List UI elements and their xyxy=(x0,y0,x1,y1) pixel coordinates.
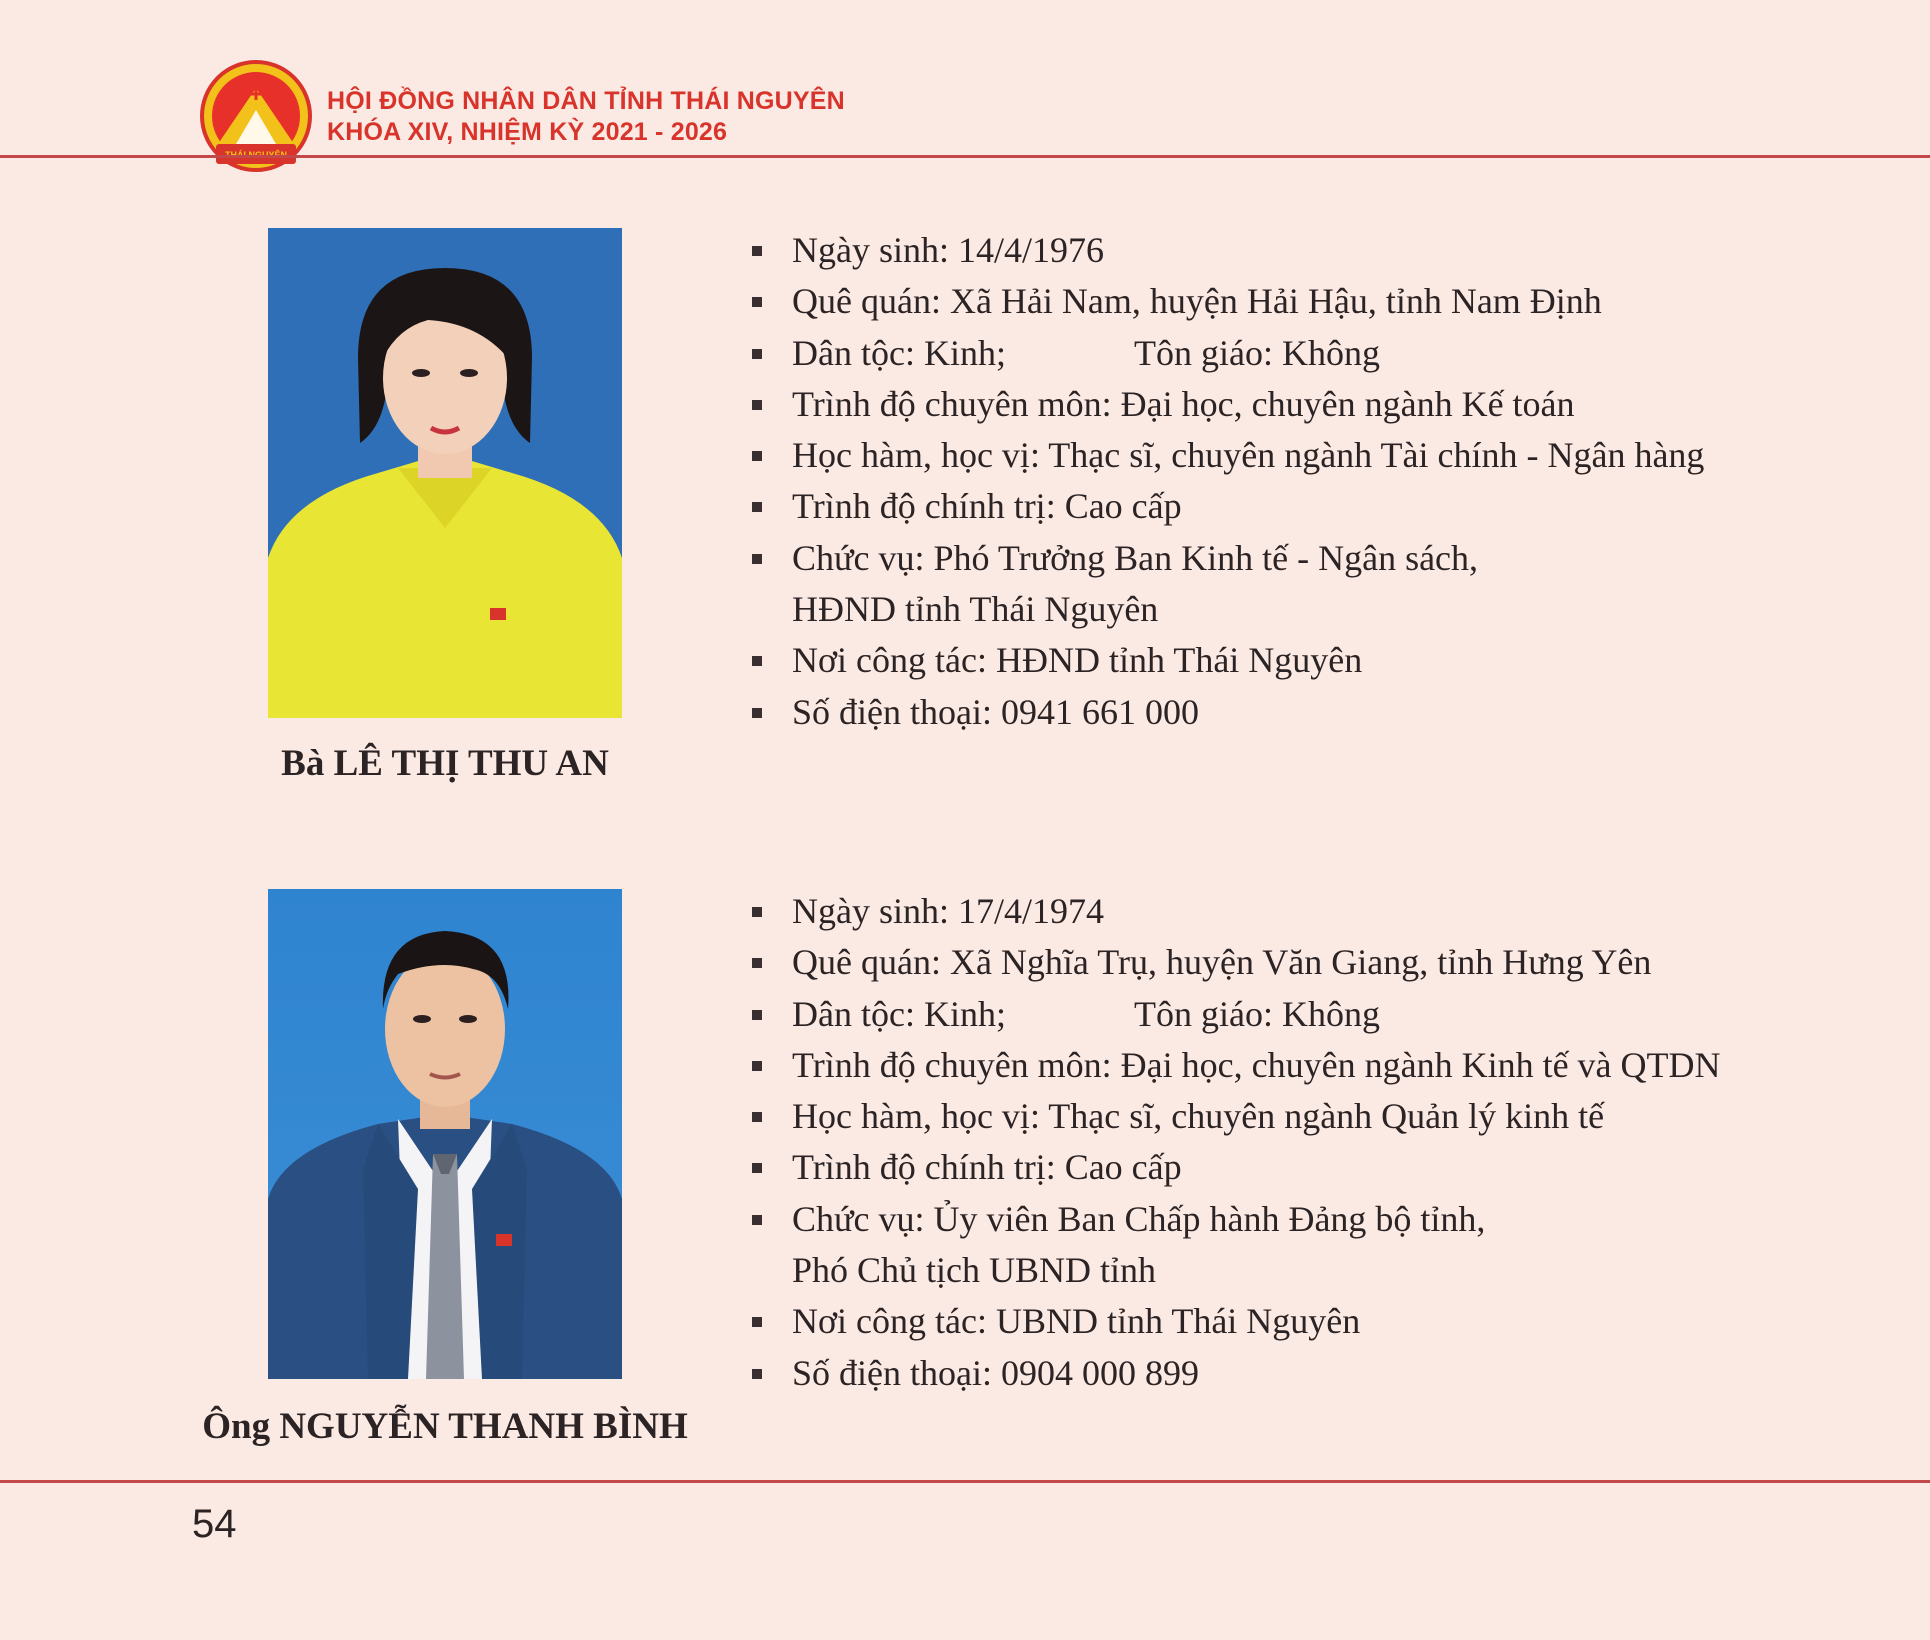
detail-religion: Tôn giáo: Không xyxy=(1133,332,1380,373)
portrait-photo-1 xyxy=(268,228,622,718)
detail-ethnicity: Dân tộc: Kinh; xyxy=(792,993,1006,1034)
bullet-icon xyxy=(752,1010,762,1020)
header-title xyxy=(327,86,845,148)
detail-phone: Số điện thoại: 0904 000 899 xyxy=(752,1348,1721,1399)
detail-dob: Ngày sinh: 17/4/1974 xyxy=(752,886,1721,937)
bullet-icon xyxy=(752,708,762,718)
detail-degree: Học hàm, học vị: Thạc sĩ, chuyên ngành Quản lý kinh tế xyxy=(752,1091,1721,1142)
thai-nguyen-emblem-logo xyxy=(196,58,316,178)
detail-hometown: Quê quán: Xã Nghĩa Trụ, huyện Văn Giang, tỉnh Hưng Yên xyxy=(752,937,1721,988)
bullet-icon xyxy=(752,349,762,359)
bullet-icon xyxy=(752,246,762,256)
detail-workplace: Nơi công tác: UBND tỉnh Thái Nguyên xyxy=(752,1296,1721,1347)
detail-phone: Số điện thoại: 0941 661 000 xyxy=(752,687,1704,738)
detail-workplace: Nơi công tác: HĐND tỉnh Thái Nguyên xyxy=(752,635,1704,686)
detail-education: Trình độ chuyên môn: Đại học, chuyên ngành Kinh tế và QTDN xyxy=(752,1040,1721,1091)
bullet-icon xyxy=(752,1215,762,1225)
bullet-icon xyxy=(752,1317,762,1327)
header-rule xyxy=(0,155,1930,158)
council-name: HỘI ĐỒNG NHÂN DÂN TỈNH THÁI NGUYÊN xyxy=(327,87,845,115)
bullet-icon xyxy=(752,451,762,461)
detail-ethnicity: Dân tộc: Kinh; xyxy=(792,332,1006,373)
bullet-icon xyxy=(752,502,762,512)
detail-position-continued: HĐND tỉnh Thái Nguyên xyxy=(792,589,1159,630)
detail-position: Chức vụ: Phó Trưởng Ban Kinh tế - Ngân sách, xyxy=(752,533,1704,584)
page-number: 54 xyxy=(192,1502,237,1546)
detail-politics: Trình độ chính trị: Cao cấp xyxy=(752,1142,1721,1193)
detail-hometown: Quê quán: Xã Hải Nam, huyện Hải Hậu, tỉnh Nam Định xyxy=(752,276,1704,327)
detail-degree: Học hàm, học vị: Thạc sĩ, chuyên ngành Tài chính - Ngân hàng xyxy=(752,430,1704,481)
portrait-photo-2 xyxy=(268,889,622,1379)
bullet-icon xyxy=(752,907,762,917)
bullet-icon xyxy=(752,1112,762,1122)
bullet-icon xyxy=(752,958,762,968)
bullet-icon xyxy=(752,1061,762,1071)
detail-politics: Trình độ chính trị: Cao cấp xyxy=(752,481,1704,532)
delegate-details-list xyxy=(752,225,1704,738)
detail-education: Trình độ chuyên môn: Đại học, chuyên ngành Kế toán xyxy=(752,379,1704,430)
bullet-icon xyxy=(752,656,762,666)
detail-ethnicity-religion xyxy=(752,328,1704,379)
delegate-details-list xyxy=(752,886,1721,1399)
bullet-icon xyxy=(752,1369,762,1379)
detail-religion: Tôn giáo: Không xyxy=(1133,993,1380,1034)
footer-rule xyxy=(0,1480,1930,1483)
detail-position-continued: Phó Chủ tịch UBND tỉnh xyxy=(792,1250,1157,1291)
bullet-icon xyxy=(752,297,762,307)
bullet-icon xyxy=(752,400,762,410)
detail-dob: Ngày sinh: 14/4/1976 xyxy=(752,225,1704,276)
detail-ethnicity-religion xyxy=(752,989,1721,1040)
delegate-name: Ông NGUYỄN THANH BÌNH xyxy=(202,1406,688,1447)
term-label: KHÓA XIV, NHIỆM KỲ 2021 - 2026 xyxy=(327,118,728,146)
bullet-icon xyxy=(752,1163,762,1173)
delegate-name: Bà LÊ THỊ THU AN xyxy=(281,743,609,784)
detail-position: Chức vụ: Ủy viên Ban Chấp hành Đảng bộ tỉnh, xyxy=(752,1194,1721,1245)
bullet-icon xyxy=(752,554,762,564)
